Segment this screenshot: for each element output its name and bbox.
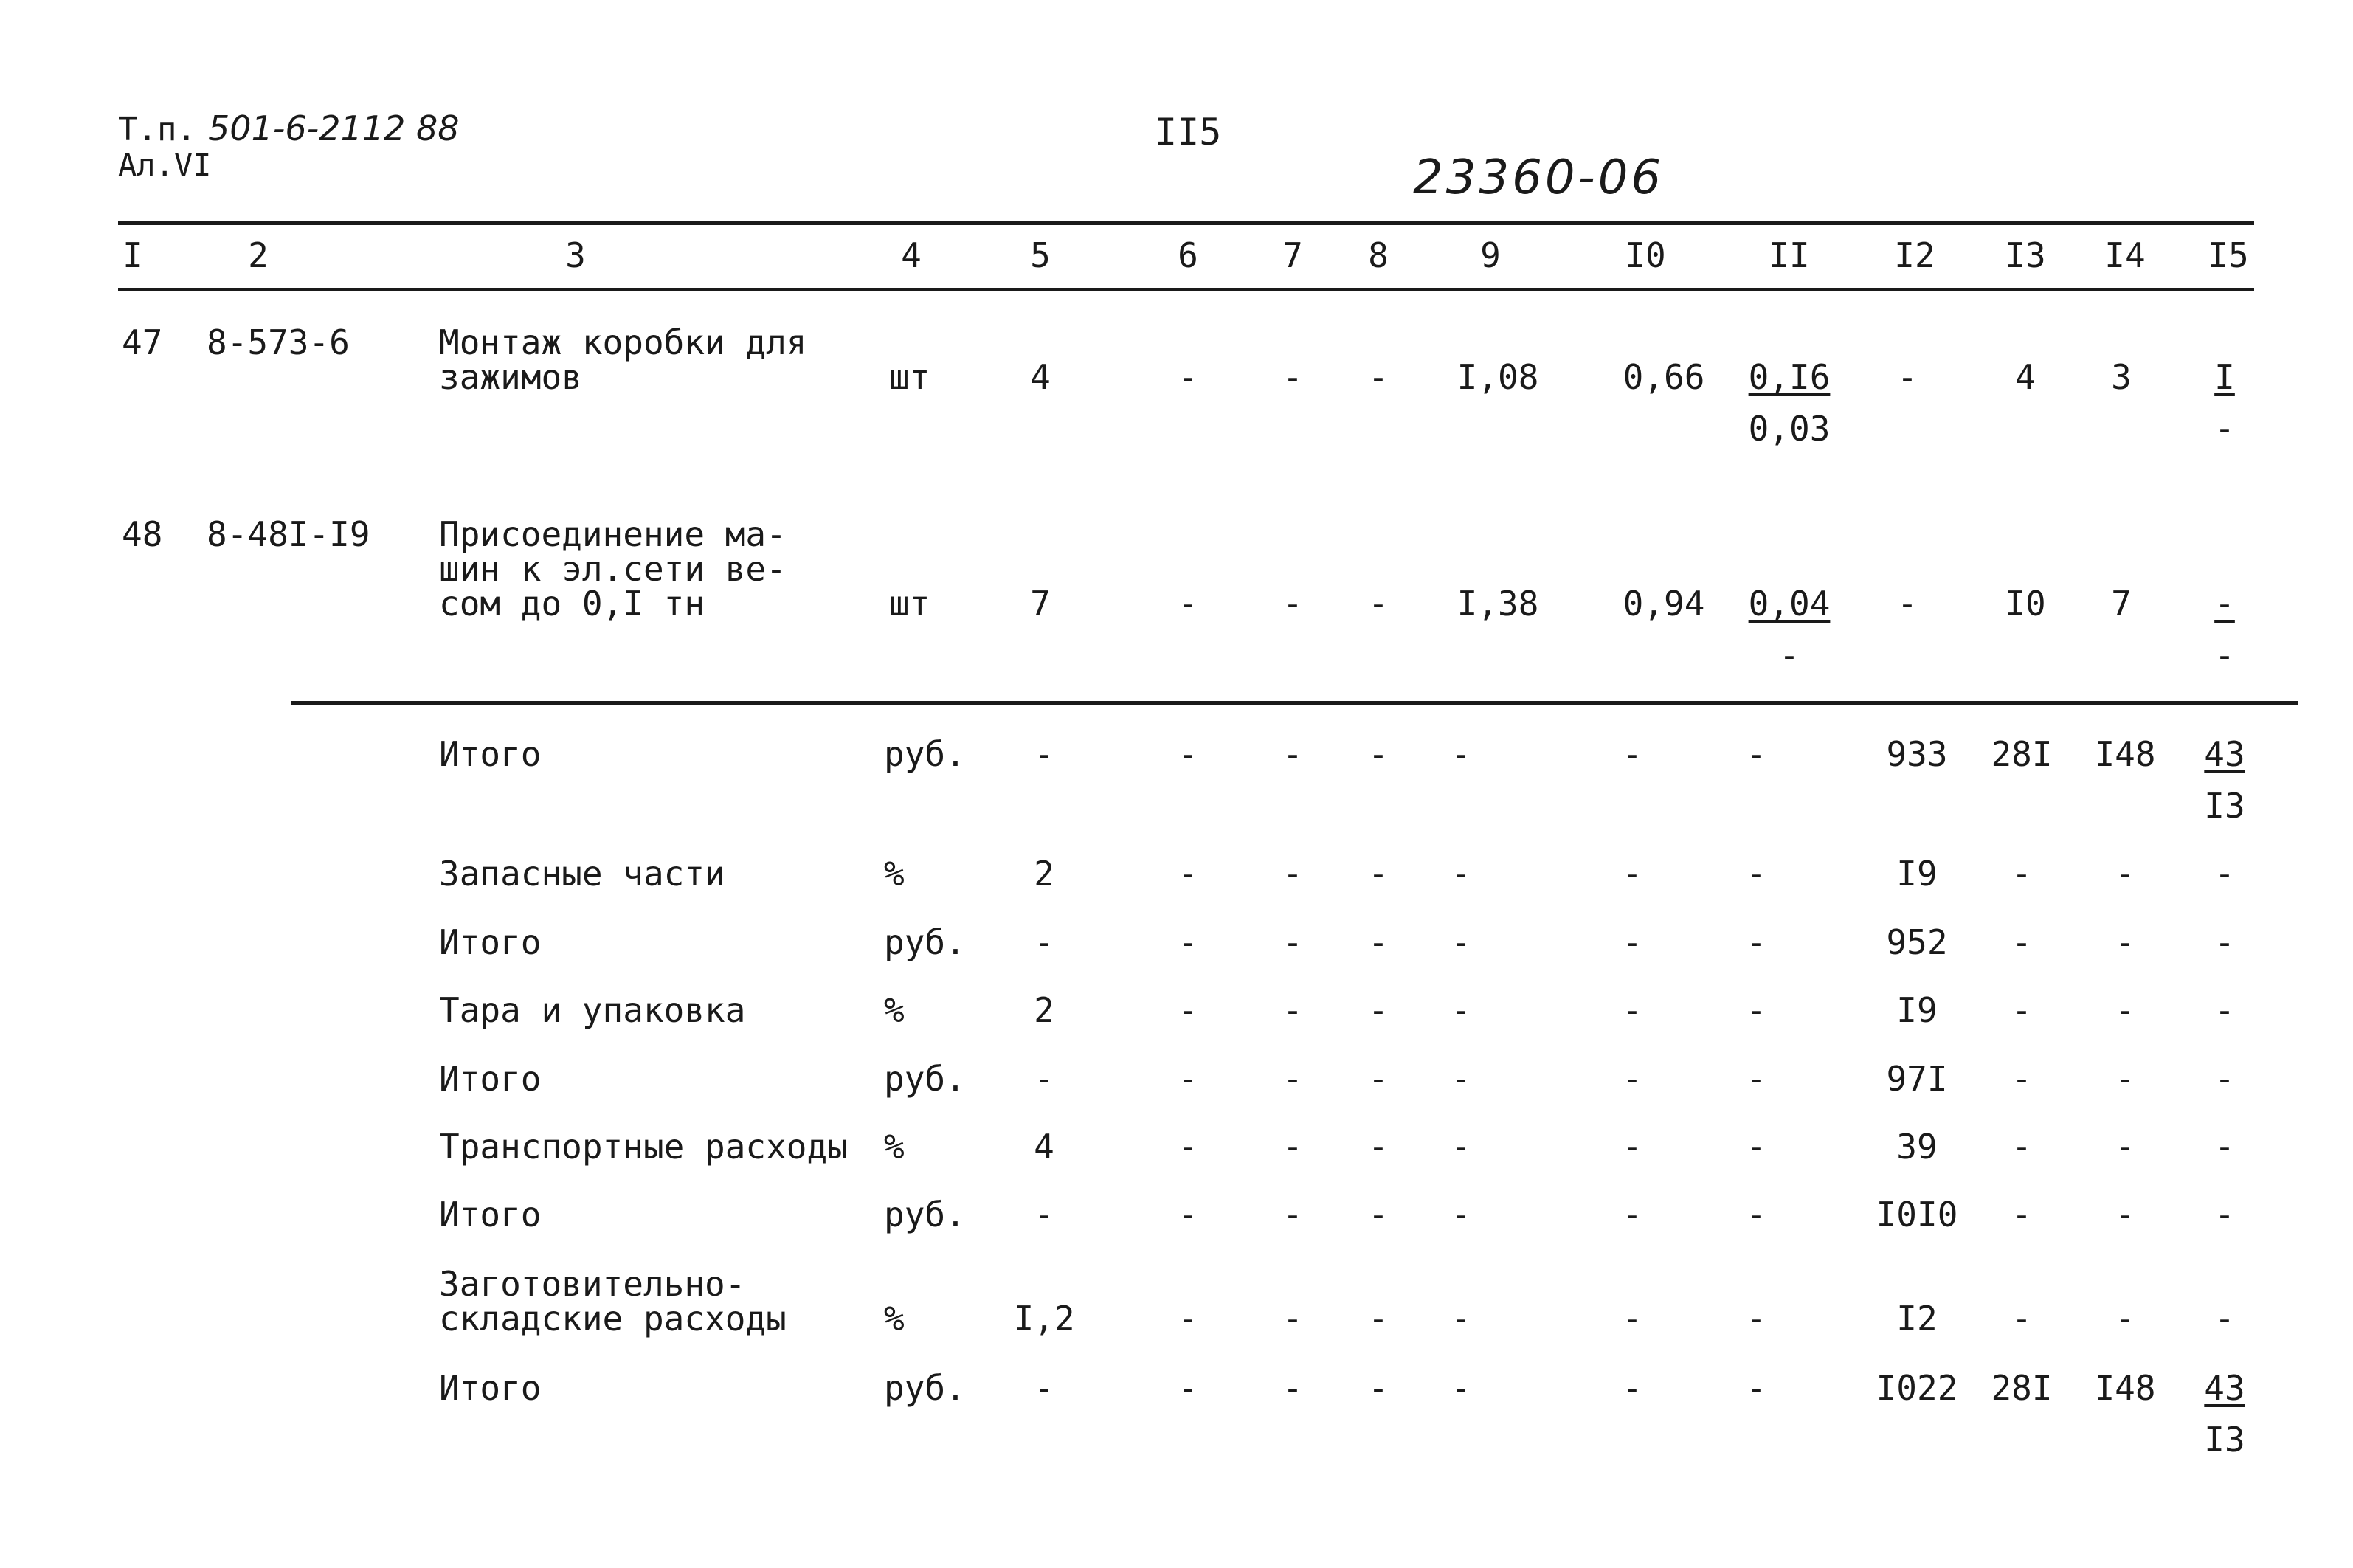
summary-col7: - bbox=[1282, 854, 1303, 894]
summary-unit: % bbox=[884, 990, 905, 1030]
header-bottom-rule bbox=[118, 288, 2254, 291]
row-number: 47 bbox=[122, 322, 163, 362]
summary-col6: - bbox=[1178, 1368, 1198, 1408]
summary-unit: руб. bbox=[884, 734, 966, 774]
cell-col8: - bbox=[1368, 357, 1389, 397]
summary-label: Итого bbox=[439, 734, 542, 774]
summary-col5: - bbox=[1034, 1059, 1054, 1099]
summary-col10: - bbox=[1622, 1368, 1642, 1408]
row-code: 8-48I-I9 bbox=[207, 514, 370, 554]
summary-col8: - bbox=[1368, 1059, 1389, 1099]
summary-unit: руб. bbox=[884, 1059, 966, 1099]
summary-col13: - bbox=[2011, 1195, 2032, 1234]
cell-col15-bottom: - bbox=[2214, 409, 2235, 449]
summary-col14: - bbox=[2115, 1299, 2135, 1339]
summary-col14: - bbox=[2115, 1059, 2135, 1099]
summary-col14: - bbox=[2115, 1195, 2135, 1234]
cell-col11-bottom: - bbox=[1779, 635, 1800, 675]
cell-col12: - bbox=[1897, 357, 1918, 397]
summary-col7: - bbox=[1282, 1059, 1303, 1099]
summary-col5: 2 bbox=[1034, 990, 1054, 1030]
column-header-13: I3 bbox=[2005, 235, 2046, 275]
summary-col9: - bbox=[1451, 1059, 1471, 1099]
summary-col11: - bbox=[1746, 1368, 1766, 1408]
summary-col14: - bbox=[2115, 854, 2135, 894]
summary-col8: - bbox=[1368, 1127, 1389, 1167]
summary-col15-top: - bbox=[2214, 1299, 2235, 1339]
summary-col13: 28I bbox=[1991, 734, 2053, 774]
summary-col14: - bbox=[2115, 1127, 2135, 1167]
summary-col7: - bbox=[1282, 1299, 1303, 1339]
summary-col13: - bbox=[2011, 1127, 2032, 1167]
row-description: шин к эл.сети ве- bbox=[439, 549, 787, 589]
column-header-12: I2 bbox=[1894, 235, 1935, 275]
summary-col10: - bbox=[1622, 1195, 1642, 1234]
summary-col15-top: - bbox=[2214, 1127, 2235, 1167]
summary-label: Итого bbox=[439, 1059, 542, 1099]
summary-unit: руб. bbox=[884, 922, 966, 962]
row-description: Присоединение ма- bbox=[439, 514, 787, 554]
summary-col10: - bbox=[1622, 922, 1642, 962]
summary-label: Тара и упаковка bbox=[439, 990, 746, 1030]
column-header-4: 4 bbox=[901, 235, 922, 275]
summary-col12: I9 bbox=[1896, 990, 1938, 1030]
summary-col9: - bbox=[1451, 1299, 1471, 1339]
column-header-10: I0 bbox=[1625, 235, 1666, 275]
summary-col6: - bbox=[1178, 854, 1198, 894]
summary-col8: - bbox=[1368, 1195, 1389, 1234]
summary-col15-top: - bbox=[2214, 990, 2235, 1030]
summary-col7: - bbox=[1282, 1368, 1303, 1408]
summary-col7: - bbox=[1282, 1127, 1303, 1167]
cell-col14: 7 bbox=[2111, 584, 2132, 624]
summary-col15-top: 43 bbox=[2204, 1368, 2245, 1408]
column-header-6: 6 bbox=[1178, 235, 1198, 275]
summary-col9: - bbox=[1451, 990, 1471, 1030]
doc-number: 501-6-2112 88 bbox=[208, 108, 460, 148]
summary-col8: - bbox=[1368, 1368, 1389, 1408]
cell-col5: 4 bbox=[1030, 357, 1051, 397]
summary-col6: - bbox=[1178, 1299, 1198, 1339]
row-description: зажимов bbox=[439, 357, 582, 397]
summary-col9: - bbox=[1451, 1127, 1471, 1167]
summary-col12: I022 bbox=[1876, 1368, 1958, 1408]
summary-col11: - bbox=[1746, 1299, 1766, 1339]
summary-unit: руб. bbox=[884, 1195, 966, 1234]
cell-col10: 0,66 bbox=[1623, 357, 1705, 397]
summary-unit: руб. bbox=[884, 1368, 966, 1408]
summary-col10: - bbox=[1622, 734, 1642, 774]
summary-col5: - bbox=[1034, 922, 1054, 962]
summary-col11: - bbox=[1746, 990, 1766, 1030]
summary-col13: - bbox=[2011, 1059, 2032, 1099]
summary-col14: I48 bbox=[2094, 1368, 2156, 1408]
summary-unit: % bbox=[884, 854, 905, 894]
summary-label: Заготовительно- bbox=[439, 1264, 746, 1304]
summary-label: Запасные части bbox=[439, 854, 725, 894]
cell-col9: I,08 bbox=[1457, 357, 1539, 397]
row-unit: шт bbox=[889, 357, 930, 397]
summary-col6: - bbox=[1178, 922, 1198, 962]
column-header-7: 7 bbox=[1282, 235, 1303, 275]
summary-col15-bottom: I3 bbox=[2204, 786, 2245, 826]
summary-col10: - bbox=[1622, 1299, 1642, 1339]
summary-col11: - bbox=[1746, 1127, 1766, 1167]
summary-col8: - bbox=[1368, 734, 1389, 774]
column-header-15: I5 bbox=[2208, 235, 2249, 275]
summary-col7: - bbox=[1282, 990, 1303, 1030]
summary-col12: 933 bbox=[1886, 734, 1948, 774]
summary-col12: I9 bbox=[1896, 854, 1938, 894]
summary-label: Итого bbox=[439, 922, 542, 962]
summary-label: Итого bbox=[439, 1368, 542, 1408]
doc-prefix: Т.п. bbox=[118, 111, 196, 148]
cell-col15-bottom: - bbox=[2214, 635, 2235, 675]
column-header-1: I bbox=[122, 235, 143, 275]
cell-col6: - bbox=[1178, 357, 1198, 397]
column-header-9: 9 bbox=[1480, 235, 1501, 275]
page-number: II5 bbox=[1155, 111, 1222, 153]
summary-label: складские расходы bbox=[439, 1299, 787, 1339]
summary-col9: - bbox=[1451, 734, 1471, 774]
cell-col14: 3 bbox=[2111, 357, 2132, 397]
cell-col9: I,38 bbox=[1457, 584, 1539, 624]
summary-unit: % bbox=[884, 1127, 905, 1167]
cell-col7: - bbox=[1282, 357, 1303, 397]
cell-col6: - bbox=[1178, 584, 1198, 624]
summary-col10: - bbox=[1622, 1059, 1642, 1099]
cell-col11-top: 0,I6 bbox=[1748, 357, 1831, 397]
column-header-8: 8 bbox=[1368, 235, 1389, 275]
summary-col15-top: - bbox=[2214, 854, 2235, 894]
column-header-5: 5 bbox=[1030, 235, 1051, 275]
summary-col15-bottom: I3 bbox=[2204, 1420, 2245, 1460]
cell-col12: - bbox=[1897, 584, 1918, 624]
summary-col6: - bbox=[1178, 734, 1198, 774]
summary-col13: - bbox=[2011, 922, 2032, 962]
cell-col15-top: - bbox=[2214, 584, 2235, 624]
summary-col9: - bbox=[1451, 922, 1471, 962]
cell-col13: 4 bbox=[2015, 357, 2036, 397]
summary-col12: I2 bbox=[1896, 1299, 1938, 1339]
summary-col7: - bbox=[1282, 734, 1303, 774]
cell-col11-bottom: 0,03 bbox=[1748, 409, 1831, 449]
summary-col11: - bbox=[1746, 854, 1766, 894]
summary-col15-top: - bbox=[2214, 922, 2235, 962]
column-header-14: I4 bbox=[2104, 235, 2146, 275]
totals-rule bbox=[291, 701, 2298, 705]
cell-col10: 0,94 bbox=[1623, 584, 1705, 624]
summary-col13: - bbox=[2011, 854, 2032, 894]
summary-col14: I48 bbox=[2094, 734, 2156, 774]
summary-col12: 39 bbox=[1896, 1127, 1938, 1167]
summary-unit: % bbox=[884, 1299, 905, 1339]
column-header-2: 2 bbox=[248, 235, 269, 275]
summary-col13: - bbox=[2011, 1299, 2032, 1339]
summary-col7: - bbox=[1282, 1195, 1303, 1234]
summary-col5: I,2 bbox=[1013, 1299, 1075, 1339]
summary-col6: - bbox=[1178, 990, 1198, 1030]
summary-col10: - bbox=[1622, 1127, 1642, 1167]
cell-col13: I0 bbox=[2005, 584, 2046, 624]
summary-col15-top: - bbox=[2214, 1195, 2235, 1234]
summary-col7: - bbox=[1282, 922, 1303, 962]
summary-col10: - bbox=[1622, 854, 1642, 894]
summary-col9: - bbox=[1451, 1195, 1471, 1234]
row-number: 48 bbox=[122, 514, 163, 554]
summary-col15-top: - bbox=[2214, 1059, 2235, 1099]
cell-col5: 7 bbox=[1030, 584, 1051, 624]
summary-col12: I0I0 bbox=[1876, 1195, 1958, 1234]
summary-col5: 2 bbox=[1034, 854, 1054, 894]
summary-col13: 28I bbox=[1991, 1368, 2053, 1408]
summary-col8: - bbox=[1368, 922, 1389, 962]
summary-col12: 952 bbox=[1886, 922, 1948, 962]
summary-col5: - bbox=[1034, 1368, 1054, 1408]
column-header-11: II bbox=[1769, 235, 1810, 275]
cell-col7: - bbox=[1282, 584, 1303, 624]
summary-col14: - bbox=[2115, 922, 2135, 962]
row-description: сом до 0,I тн bbox=[439, 584, 705, 624]
summary-col13: - bbox=[2011, 990, 2032, 1030]
summary-col8: - bbox=[1368, 1299, 1389, 1339]
summary-col10: - bbox=[1622, 990, 1642, 1030]
cell-col8: - bbox=[1368, 584, 1389, 624]
cell-col11-top: 0,04 bbox=[1748, 584, 1831, 624]
summary-col5: 4 bbox=[1034, 1127, 1054, 1167]
row-description: Монтаж коробки для bbox=[439, 322, 807, 362]
summary-col11: - bbox=[1746, 1195, 1766, 1234]
album-number: Ал.VI bbox=[118, 147, 212, 183]
summary-label: Итого bbox=[439, 1195, 542, 1234]
summary-col8: - bbox=[1368, 990, 1389, 1030]
summary-col14: - bbox=[2115, 990, 2135, 1030]
summary-col11: - bbox=[1746, 1059, 1766, 1099]
summary-col6: - bbox=[1178, 1059, 1198, 1099]
summary-col11: - bbox=[1746, 734, 1766, 774]
summary-col12: 97I bbox=[1886, 1059, 1948, 1099]
stamp-number: 23360-06 bbox=[1413, 151, 1665, 205]
summary-col9: - bbox=[1451, 1368, 1471, 1408]
summary-label: Транспортные расходы bbox=[439, 1127, 848, 1167]
summary-col9: - bbox=[1451, 854, 1471, 894]
summary-col8: - bbox=[1368, 854, 1389, 894]
column-header-3: 3 bbox=[565, 235, 586, 275]
cell-col15-top: I bbox=[2214, 357, 2235, 397]
summary-col15-top: 43 bbox=[2204, 734, 2245, 774]
summary-col5: - bbox=[1034, 734, 1054, 774]
summary-col5: - bbox=[1034, 1195, 1054, 1234]
row-code: 8-573-6 bbox=[207, 322, 350, 362]
summary-col6: - bbox=[1178, 1127, 1198, 1167]
row-unit: шт bbox=[889, 584, 930, 624]
top-rule bbox=[118, 221, 2254, 225]
summary-col11: - bbox=[1746, 922, 1766, 962]
summary-col6: - bbox=[1178, 1195, 1198, 1234]
